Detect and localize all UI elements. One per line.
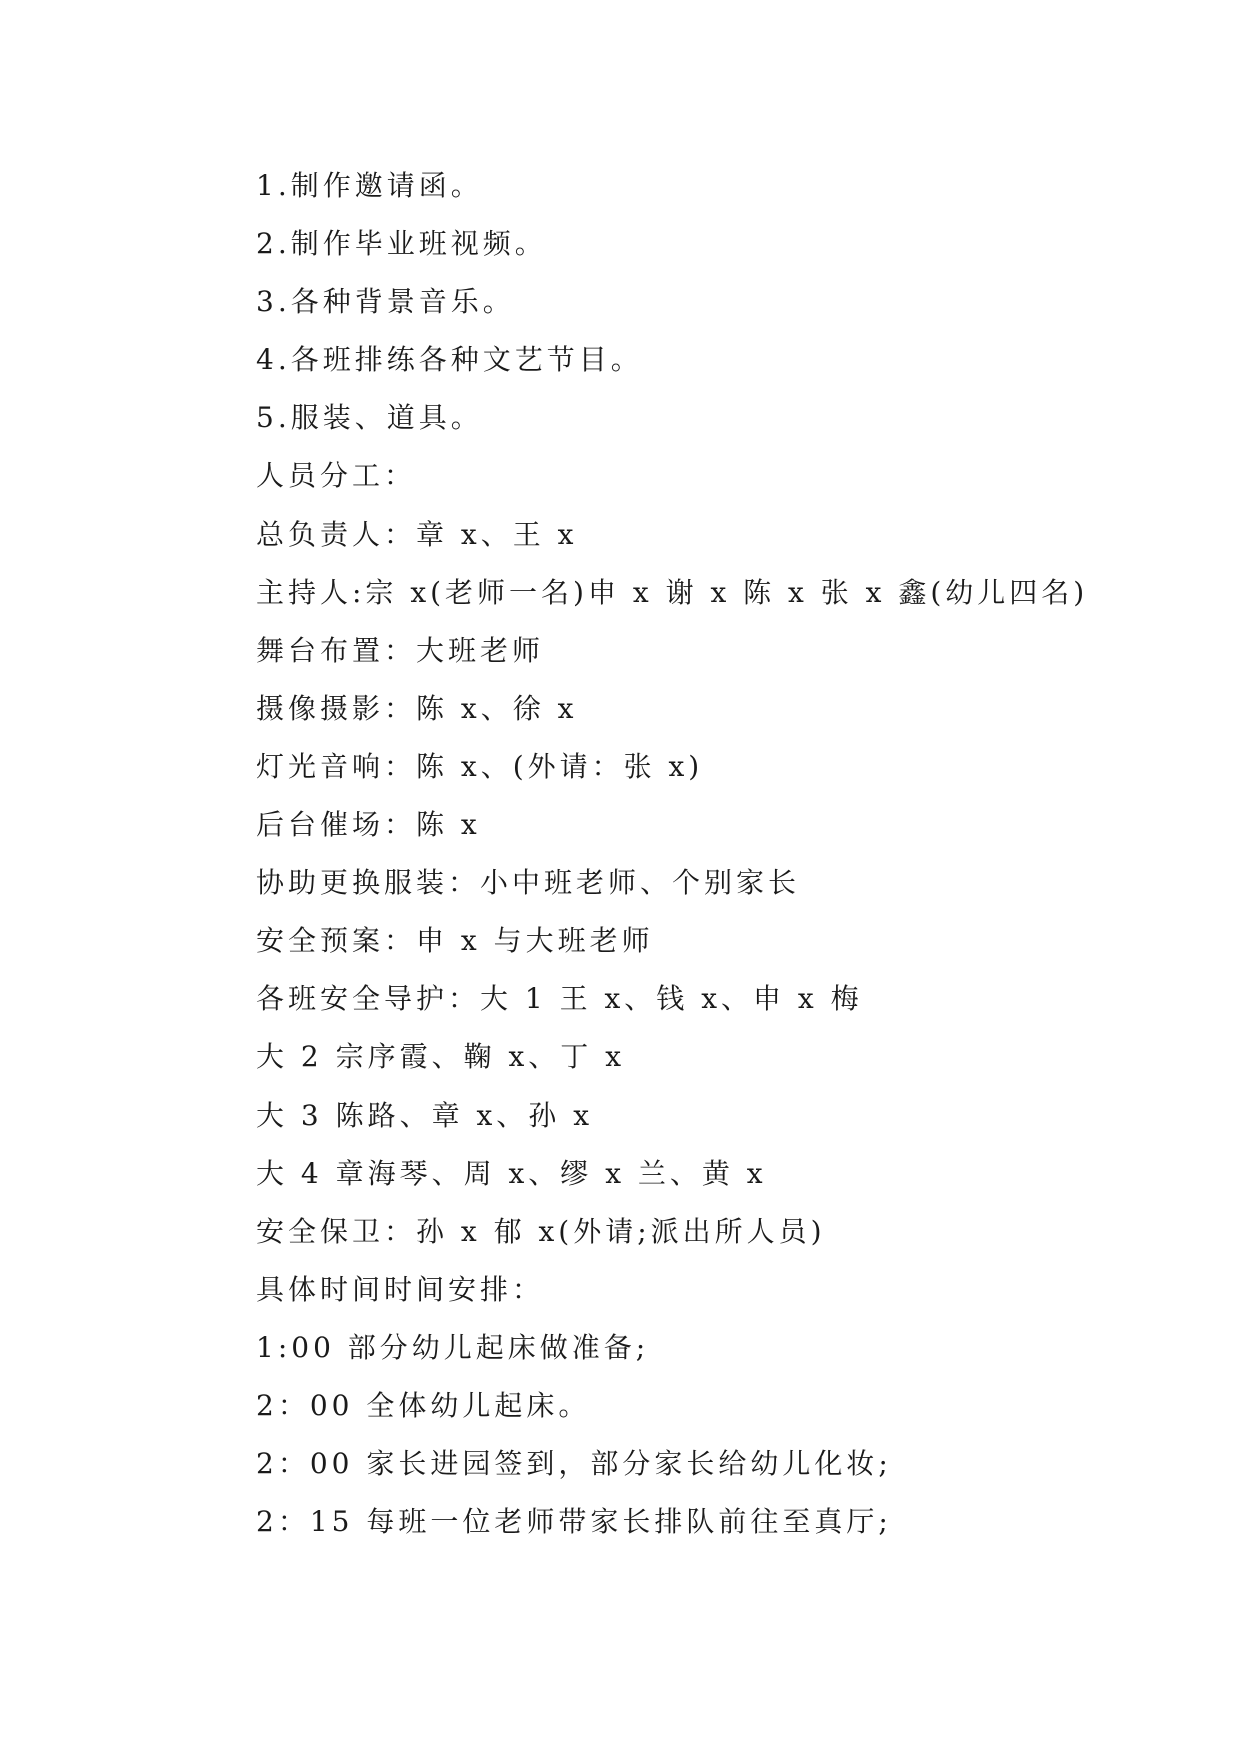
staff-line-safety-plan: 安全预案：申 x 与大班老师	[256, 924, 654, 958]
schedule-item-1: 1:00 部分幼儿起床做准备;	[256, 1330, 650, 1364]
schedule-item-2: 2：00 全体幼儿起床。	[256, 1388, 591, 1422]
staff-line-lighting: 灯光音响：陈 x、(外请：张 x)	[256, 749, 704, 783]
staff-line-class-guard: 各班安全导护：大 1 王 x、钱 x、申 x 梅	[256, 982, 863, 1016]
staff-line-class-2: 大 2 宗序霞、鞠 x、丁 x	[256, 1040, 625, 1074]
staff-line-security: 安全保卫：孙 x 郁 x(外请;派出所人员)	[256, 1214, 826, 1248]
document-body	[256, 157, 1156, 1551]
schedule-item-4: 2：15 每班一位老师带家长排队前往至真厅;	[256, 1505, 892, 1539]
list-item-rehearsal: 4.各班排练各种文艺节目。	[256, 343, 643, 377]
list-item-music: 3.各种背景音乐。	[256, 285, 515, 319]
section-heading-schedule: 具体时间时间安排：	[256, 1272, 545, 1306]
section-heading-staff: 人员分工：	[256, 459, 417, 493]
staff-line-hosts: 主持人:宗 x(老师一名)申 x 谢 x 陈 x 张 x 鑫(幼儿四名)	[256, 575, 1089, 609]
staff-line-class-3: 大 3 陈路、章 x、孙 x	[256, 1098, 593, 1132]
staff-line-backstage: 后台催场：陈 x	[256, 808, 481, 842]
staff-line-costume-help: 协助更换服装：小中班老师、个别家长	[256, 866, 801, 900]
list-item-costumes: 5.服装、道具。	[256, 401, 483, 435]
staff-line-class-4: 大 4 章海琴、周 x、缪 x 兰、黄 x	[256, 1156, 767, 1190]
list-item-invitation: 1.制作邀请函。	[256, 169, 483, 202]
staff-line-lead: 总负责人：章 x、王 x	[256, 517, 578, 551]
staff-line-photo: 摄像摄影：陈 x、徐 x	[256, 691, 578, 725]
list-item-video: 2.制作毕业班视频。	[256, 227, 547, 261]
schedule-item-3: 2：00 家长进园签到，部分家长给幼儿化妆;	[256, 1447, 892, 1481]
staff-line-stage: 舞台布置：大班老师	[256, 633, 545, 667]
